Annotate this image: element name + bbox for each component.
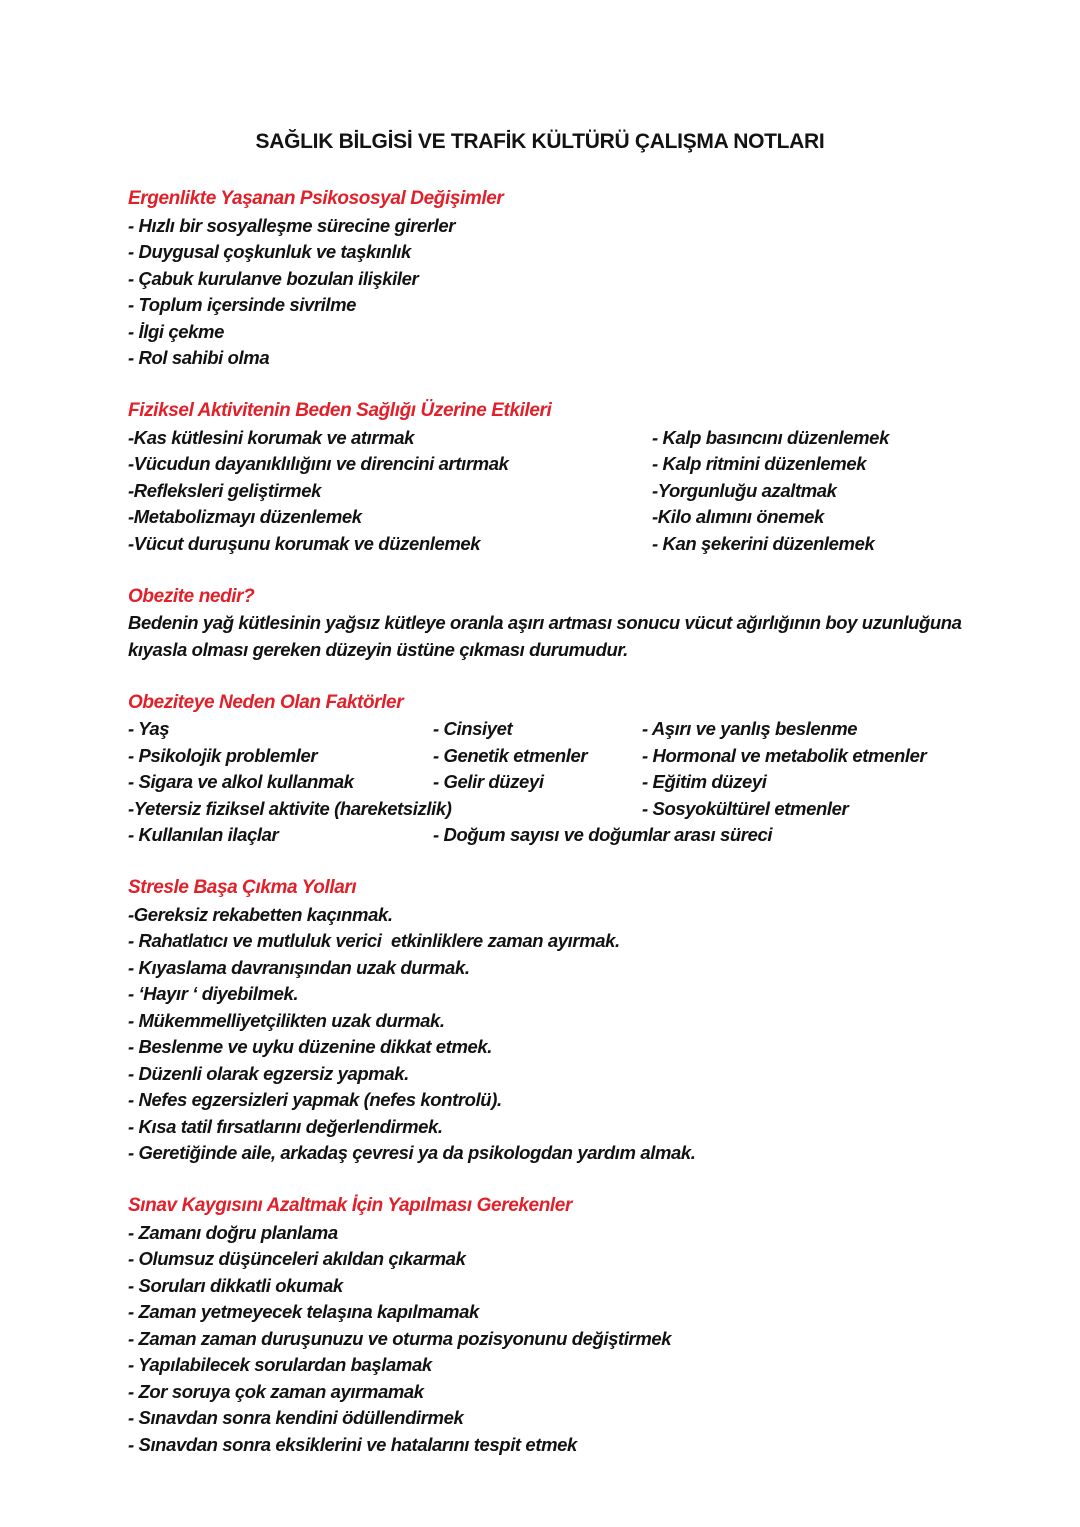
list-item: - Yaş	[128, 718, 170, 739]
list-item: - Zaman zaman duruşunuzu ve oturma pozisyonunu değiştirmek	[128, 1327, 672, 1349]
list-item: - Soruları dikkatli okumak	[128, 1274, 343, 1296]
document-content	[128, 186, 1028, 1458]
list-item: - Zor soruya çok zaman ayırmamak	[128, 1380, 424, 1402]
list-item: - Yapılabilecek sorulardan başlamak	[128, 1354, 432, 1375]
three-column-row	[128, 796, 1028, 823]
page-title: SAĞLIK BİLGİSİ VE TRAFİK KÜLTÜRÜ ÇALIŞMA NOTLARI	[255, 130, 825, 153]
section-heading-obesity-factors: Obeziteye Neden Olan Faktörler	[128, 691, 404, 713]
list-item: - Sigara ve alkol kullanmak	[128, 771, 354, 792]
two-column-row	[128, 478, 1028, 505]
list-item: - Hızlı bir sosyalleşme sürecine girerler	[128, 214, 456, 236]
section-stress-coping	[128, 875, 1028, 1167]
section-heading-stress: Stresle Başa Çıkma Yolları	[128, 877, 357, 898]
list-item: - Hormonal ve metabolik etmenler	[642, 744, 927, 766]
section-psychosocial-changes	[128, 186, 1028, 372]
three-column-row	[128, 822, 1028, 849]
paragraph: Bedenin yağ kütlesinin yağsız kütleye oranla aşırı artması sonucu vücut ağırlığının boy uzunluğuna kıyasla olması gereken düzeyin üstüne çıkması durumudur.	[128, 612, 967, 660]
list-item: - Kıyaslama davranışından uzak durmak.	[128, 956, 470, 978]
list-item: - Psikolojik problemler	[128, 744, 318, 766]
list-item: -Vücut duruşunu korumak ve düzenlemek	[128, 532, 481, 554]
list-item: - Gelir düzeyi	[433, 771, 544, 792]
section-obesity-definition	[128, 584, 1028, 664]
list-item: - Sınavdan sonra eksiklerini ve hatalarını tespit etmek	[128, 1433, 577, 1455]
section-heading-exam-anxiety: Sınav Kaygısını Azaltmak İçin Yapılması Gerekenler	[128, 1195, 572, 1216]
section-obesity-factors	[128, 690, 1028, 849]
list-item: - Düzenli olarak egzersiz yapmak.	[128, 1062, 409, 1084]
list-item: - Zaman yetmeyecek telaşına kapılmamak	[128, 1301, 479, 1322]
list-item: - Beslenme ve uyku düzenine dikkat etmek.	[128, 1036, 493, 1057]
list-item: -Kilo alımını önemek	[652, 506, 824, 527]
list-item: -Yetersiz fiziksel aktivite (hareketsizlik)	[128, 797, 452, 819]
list-item: - Kan şekerini düzenlemek	[652, 532, 875, 554]
section-heading-obesity-definition: Obezite nedir?	[128, 585, 255, 607]
two-column-row	[128, 531, 1028, 558]
section-physical-activity-effects	[128, 398, 1028, 557]
list-item: - Kalp basıncını düzenlemek	[652, 426, 889, 448]
three-column-row	[128, 769, 1028, 796]
list-item: - Kullanılan ilaçlar	[128, 824, 279, 845]
two-column-row	[128, 425, 1028, 452]
section-heading-physical-activity: Fiziksel Aktivitenin Beden Sağlığı Üzerine Etkileri	[128, 400, 552, 421]
list-item: - Çabuk kurulanve bozulan ilişkiler	[128, 267, 419, 289]
list-item: - Toplum içersinde sivrilme	[128, 294, 357, 315]
list-item: - ‘Hayır ‘ diyebilmek.	[128, 983, 299, 1004]
list-item: -Metabolizmayı düzenlemek	[128, 506, 362, 527]
three-column-row	[128, 716, 1028, 743]
list-item: -Gereksiz rekabetten kaçınmak.	[128, 903, 393, 925]
list-item: - İlgi çekme	[128, 320, 224, 342]
list-item: - Doğum sayısı ve doğumlar arası süreci	[433, 824, 773, 845]
list-item: - Nefes egzersizleri yapmak (nefes kontrolü).	[128, 1089, 502, 1110]
list-item: - Rahatlatıcı ve mutluluk verici etkinliklere zaman ayırmak.	[128, 930, 620, 951]
list-item: - Cinsiyet	[433, 718, 513, 739]
list-item: -Kas kütlesini korumak ve atırmak	[128, 426, 415, 448]
list-item: - Olumsuz düşünceleri akıldan çıkarmak	[128, 1248, 466, 1269]
list-item: - Rol sahibi olma	[128, 347, 270, 368]
two-column-row	[128, 451, 1028, 478]
list-item: - Duygusal çoşkunluk ve taşkınlık	[128, 241, 411, 262]
list-item: - Kısa tatil fırsatlarını değerlendirmek.	[128, 1115, 443, 1137]
list-item: - Eğitim düzeyi	[642, 771, 767, 792]
section-heading-psychosocial: Ergenlikte Yaşanan Psikososyal Değişimler	[128, 188, 504, 209]
list-item: - Geretiğinde aile, arkadaş çevresi ya da psikologdan yardım almak.	[128, 1142, 696, 1163]
list-item: - Sınavdan sonra kendini ödüllendirmek	[128, 1407, 464, 1428]
two-column-row	[128, 504, 1028, 531]
list-item: -Vücudun dayanıklılığını ve direncini artırmak	[128, 453, 509, 474]
section-exam-anxiety	[128, 1193, 1028, 1458]
list-item: - Kalp ritmini düzenlemek	[652, 453, 867, 474]
list-item: - Sosyokültürel etmenler	[642, 797, 849, 819]
list-item: - Genetik etmenler	[433, 744, 588, 766]
list-item: -Yorgunluğu azaltmak	[652, 479, 837, 501]
list-item: - Aşırı ve yanlış beslenme	[642, 718, 858, 739]
list-item: -Refleksleri geliştirmek	[128, 479, 321, 501]
list-item: - Zamanı doğru planlama	[128, 1221, 338, 1243]
three-column-row	[128, 743, 1028, 770]
list-item: - Mükemmelliyetçilikten uzak durmak.	[128, 1009, 445, 1031]
